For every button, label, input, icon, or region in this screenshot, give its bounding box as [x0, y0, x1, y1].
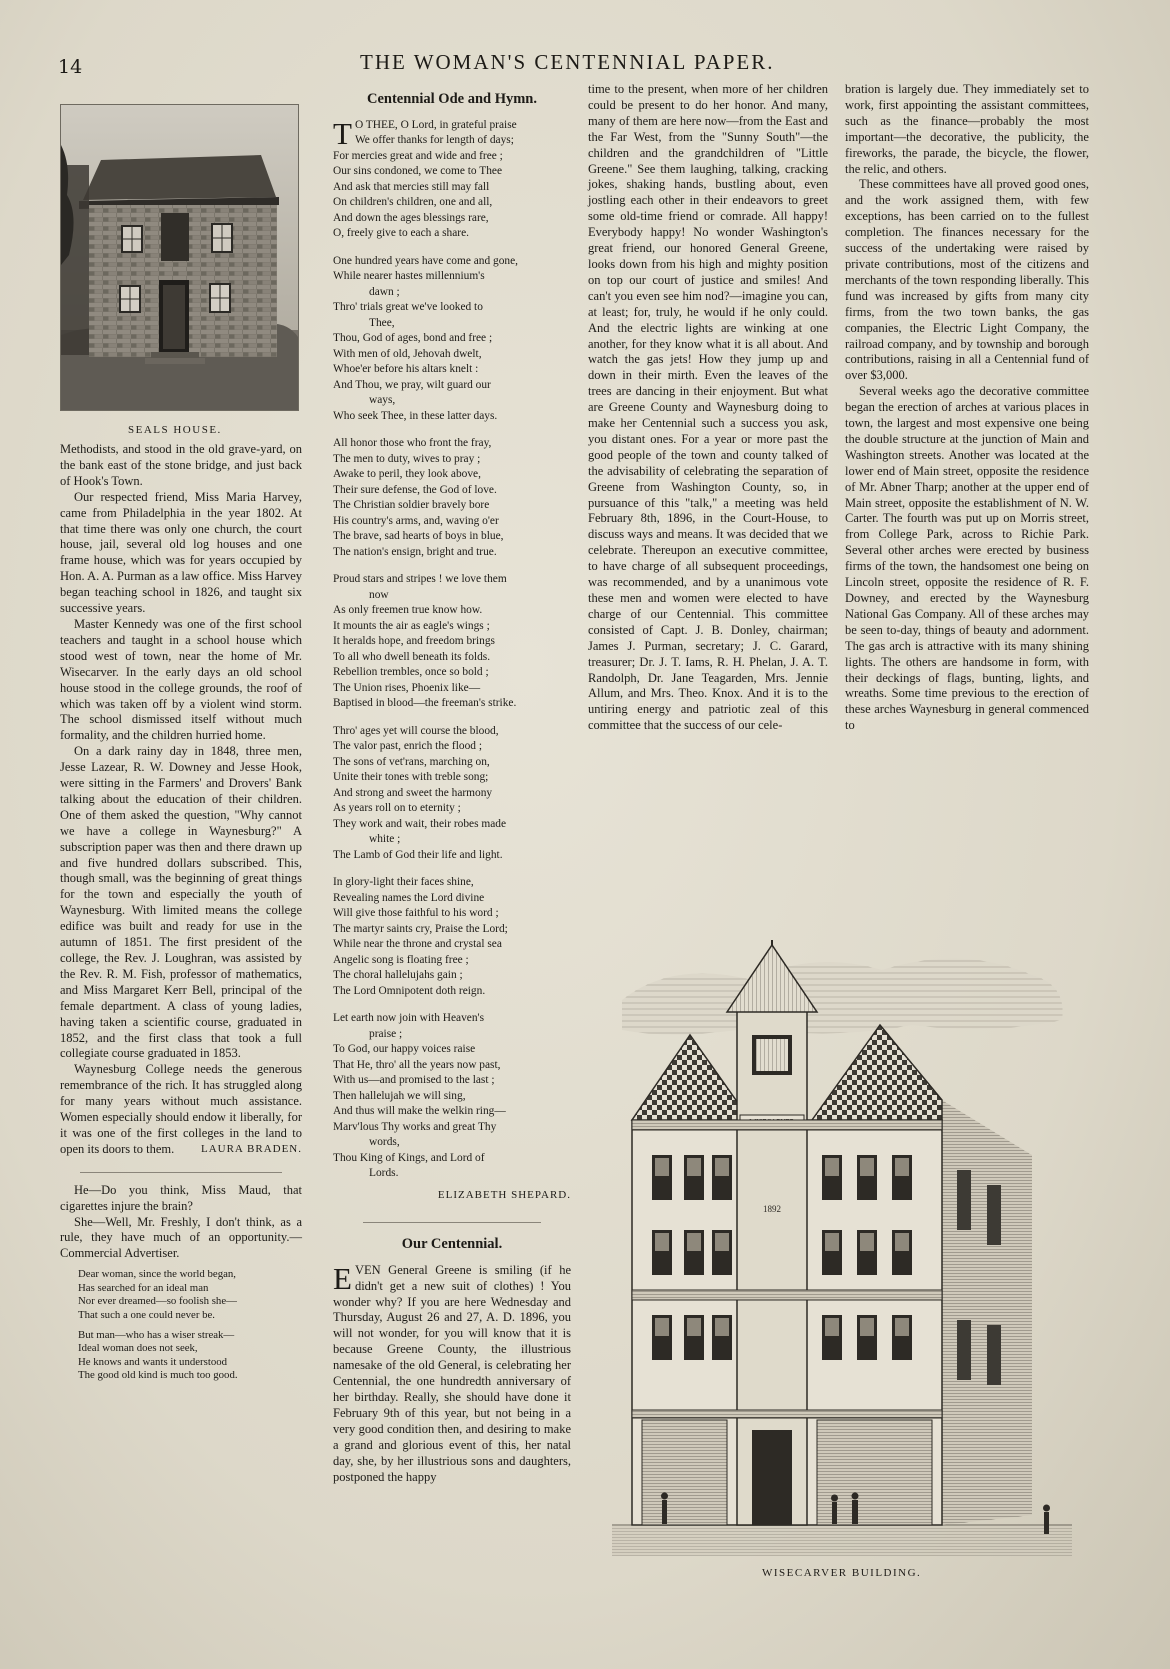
ode-signature: ELIZABETH SHEPARD.	[437, 1188, 571, 1201]
ode-line: The nation's ensign, bright and true.	[333, 545, 497, 558]
ode-line: We offer thanks for length of days;	[354, 134, 514, 147]
ode-line: The Union rises, Phoenix like—	[333, 681, 481, 694]
ode-line: All honor those who front the fray,	[333, 437, 492, 450]
ode-line: Awake to peril, they look above,	[333, 468, 481, 481]
verse-line: But man—who has a wiser streak—	[78, 1328, 235, 1341]
ode-line: The Lord Omnipotent doth reign.	[333, 984, 486, 997]
verse-line: Has searched for an ideal man	[78, 1281, 209, 1294]
ode-stanza	[333, 875, 571, 999]
drop-cap: E	[333, 1260, 352, 1296]
ode-line: His country's arms, and, waving o'er	[333, 514, 499, 527]
ode-line: And ask that mercies still may fall	[333, 180, 490, 193]
ode-line: They work and wait, their robes made	[333, 817, 507, 830]
ode-line: O THEE, O Lord, in grateful praise	[354, 118, 517, 131]
seals-house-caption: SEALS HOUSE.	[128, 424, 222, 436]
centennial-text: VEN General Greene is smiling (if he didn't get a new suit of clothes) ! You wonder why? If you are here Wednesday and Thursday, August 26 and 27, A. D. 1896, you will not wonder, for you will know that it is because Greene County, the illustrious namesake of the old General, is celebrating her Centennial, the one hundredth anniversary of her birthday. Really, she should have done it February 9th of this year, but not being in a very good condition then, and desiring to make a grand and glorious event of this, her natal day, she, by her illustrious sons and daughters, postponed the happy	[333, 1262, 571, 1484]
ode-line: The Lamb of God their life and light.	[333, 848, 503, 861]
verse-line: That such a one could never be.	[78, 1309, 216, 1321]
column-3	[588, 82, 828, 734]
window-pane	[825, 1158, 839, 1176]
ode-line: The sons of vet'rans, marching on,	[333, 755, 490, 768]
ode-stanza	[333, 572, 571, 712]
ode-line: And down the ages blessings rare,	[333, 211, 489, 224]
ode-line: The brave, sad hearts of boys in blue,	[333, 530, 504, 543]
ode-stanza	[333, 254, 571, 425]
ode-line: Unite their tones with treble song;	[333, 771, 489, 784]
col1-paragraph: On a dark rainy day in 1848, three men, Jesse Lazear, R. W. Downey and Jesse Hook, were sitting in the Farmers' and Drovers' Bank talking about the education of their children. One of them asked the question, "Why cannot we have a college in Waynesburg?" A subscription paper was then and there drawn up and five hundred dollars subscribed. This, though small, was the beginning of great things for the town and especially the youth of Waynesburg. With limited means the college edifice was built and ready for use in the autumn of 1851. The first president of the college, the Rev. J. Loughran, was assisted by the Rev. R. M. Fish, professor of mathematics, and Miss Margaret Kerr Bell, principal of the female department. A class of young ladies, having taken a scientific course, graduated in 1852, and the first class that took a full collegiate course graduated in 1853.	[60, 744, 302, 1061]
column-1	[60, 442, 302, 1383]
ode-line: Revealing names the Lord divine	[333, 891, 485, 904]
window-pane	[825, 1318, 839, 1336]
ode-line: That He, thro' all the years now past,	[333, 1058, 501, 1071]
joke-line: He—Do you think, Miss Maud, that cigarettes injure the brain?	[60, 1182, 302, 1213]
window-pane	[655, 1233, 669, 1251]
window-pane	[687, 1233, 701, 1251]
ode-line: dawn ;	[369, 285, 400, 298]
ode-line: Proud stars and stripes ! we love them	[333, 573, 507, 586]
centennial-paragraph	[333, 1260, 571, 1486]
ode-line: In glory-light their faces shine,	[333, 876, 474, 889]
col4-paragraph: bration is largely due. They immediately set to work, first appointing the assistant committees, such as the finance—probably the most important—the decorative, the publicity, the fireworks, the parade, the bicycle, the flower, the relic, and others.	[845, 82, 1089, 176]
window-pane	[715, 1158, 729, 1176]
wisecarver-caption: WISECARVER BUILDING.	[762, 1567, 922, 1579]
ode-line: The Christian soldier bravely bore	[333, 499, 490, 512]
ode-line: Thro' ages yet will course the blood,	[333, 724, 499, 737]
ode-line: The valor past, enrich the flood ;	[333, 740, 482, 753]
ode-line: Thro' trials great we've looked to	[333, 301, 483, 314]
ode-line: With men of old, Jehovah dwelt,	[333, 347, 482, 360]
ode-line: Our sins condoned, we come to Thee	[333, 165, 503, 178]
running-title: THE WOMAN'S CENTENNIAL PAPER.	[360, 50, 775, 74]
ode-line: Angelic song is floating free ;	[333, 953, 469, 966]
ode-line: The choral hallelujahs gain ;	[333, 969, 463, 982]
ode-line: Will give those faithful to his word ;	[333, 907, 499, 920]
window-pane	[655, 1318, 669, 1336]
ode-line: One hundred years have come and gone,	[333, 254, 519, 267]
ode-line: It heralds hope, and freedom brings	[333, 635, 495, 648]
ode-line: On children's children, one and all,	[333, 196, 493, 209]
ode-line: Who seek Thee, in these latter days.	[333, 409, 498, 422]
page-number: 14	[58, 56, 83, 78]
ode-stanza	[333, 1011, 571, 1182]
window-pane	[860, 1158, 874, 1176]
col1-paragraph: Our respected friend, Miss Maria Harvey, came from Philadelphia in the year 1802. At that time there was only one church, the court house, jail, several old log houses and one frame house, which was for years occupied by Hon. A. A. Purman as a law office. Miss Harvey began teaching school in 1826, and taught six successive years.	[60, 489, 302, 616]
ode-line: Thou, God of ages, bond and free ;	[333, 332, 493, 345]
ode-line: While near the throne and crystal sea	[333, 938, 502, 951]
column-divider	[363, 1204, 541, 1223]
ode-line: now	[369, 588, 389, 601]
ode-line: To all who dwell beneath its folds.	[333, 650, 491, 663]
ode-line: Rebellion trembles, once so bold ;	[333, 666, 489, 679]
ode-line: The men to duty, wives to pray ;	[333, 452, 481, 465]
window-pane	[860, 1318, 874, 1336]
ode-stanza	[333, 436, 571, 560]
ode-line: It mounts the air as eagle's wings ;	[333, 619, 490, 632]
col4-paragraph: Several weeks ago the decorative committee began the erection of arches at various places in town, the largest and most expensive one being the double structure at the junction of Main and Washington streets. Another was located at the lower end of Main street, opposite the residence of Mr. Abner Tharp; another at the upper end of Main street, opposite the establishment of N. W. Carter. The fourth was put up on Morris street, from College Park, across to Richie Park. Several other arches were erected by business firms of the town, the handsomest one being on Lincoln street, opposite the residence of R. F. Downey, and erected by the Waynesburg National Gas Company. All of these arches may be seen to-day, things of beauty and adornment. The gas arch is attractive with its many shining lights. The others are handsome in form, with their deckings of flags, bunting, lights, and wreaths. Some time previous to the erection of these arches Waynesburg in general commenced to	[845, 384, 1089, 733]
ode-line: ways,	[369, 394, 396, 407]
col4-paragraph: These committees have all proved good ones, and the work assigned them, with few exceptions, has been carried on to the fullest completion. The finances necessary for the success of the undertaking were raised by private contributions, most of the citizens and merchants of the town responding liberally. This fund was increased by gifts from many city firms, from the two town banks, the gas companies, the Electric Light Company, the railroad company, and by township and borough contributions, raising in all a Centennial fund of over $3,000.	[845, 177, 1089, 383]
seals-house-illustration	[61, 105, 298, 410]
verse-line: Nor ever dreamed—so foolish she—	[78, 1295, 237, 1308]
ode-poem	[333, 115, 571, 1182]
column-2	[333, 92, 571, 1485]
column-divider	[80, 1158, 282, 1173]
ode-line: O, freely give to each a share.	[333, 227, 469, 240]
col1-paragraph: Methodists, and stood in the old grave-yard, on the bank east of the stone bridge, and just back of Hook's Town.	[60, 442, 302, 488]
ode-line: Marv'lous Thy works and great Thy	[333, 1120, 497, 1133]
wisecarver-building-illustration	[612, 940, 1072, 1560]
wisecarver-building-engraving	[612, 940, 1072, 1560]
ode-line: With us—and promised to the last ;	[333, 1074, 495, 1087]
column-4	[845, 82, 1089, 734]
ode-stanza	[333, 115, 571, 242]
verse-line: The good old kind is much too good.	[78, 1369, 238, 1382]
ode-line: Lords.	[369, 1167, 399, 1180]
ode-line: As years roll on to eternity ;	[333, 802, 461, 815]
window-pane	[895, 1318, 909, 1336]
col1-paragraph: Master Kennedy was one of the first school teachers and taught in a school house which stood west of town, near the home of Mr. Wisecarver. In the early days an old school house stood in the college grounds, the roof of which was taken off by a violent wind storm. The school dismissed itself without much formality, and the children hurried home.	[60, 616, 302, 743]
ode-line: Baptised in blood—the freeman's strike.	[333, 697, 517, 710]
ode-line: Their sure defense, the God of love.	[333, 483, 497, 496]
ode-line: Thou King of Kings, and Lord of	[333, 1151, 485, 1164]
window-pane	[895, 1233, 909, 1251]
ode-line: words,	[369, 1136, 400, 1149]
centennial-title: Our Centennial.	[401, 1235, 503, 1252]
ode-line: To God, our happy voices raise	[333, 1043, 476, 1056]
window-pane	[860, 1233, 874, 1251]
ode-line: For mercies great and wide and free ;	[333, 149, 503, 162]
ode-line: While nearer hastes millennium's	[333, 270, 485, 283]
ode-line: And Thou, we pray, wilt guard our	[333, 378, 491, 391]
building-year: 1892	[763, 1204, 781, 1214]
window-pane	[687, 1318, 701, 1336]
ode-title: Centennial Ode and Hymn.	[367, 91, 537, 107]
window-pane	[715, 1233, 729, 1251]
ode-line: Then hallelujah we will sing,	[333, 1089, 466, 1102]
ode-line: white ;	[369, 833, 401, 846]
window-pane	[895, 1158, 909, 1176]
verse-line: He knows and wants it understood	[78, 1355, 228, 1368]
seals-house-photo	[60, 104, 299, 411]
window-pane	[655, 1158, 669, 1176]
col3-paragraph: time to the present, when more of her children could be present to do her honor. And many, many of them are here now—from the East and the Far West, from the "Sunny South"—the children and the grandchildren of "Little Greene." See them laughing, talking, cracking jokes, shaking hands, bustling about, even jostling each other in their endeavors to greet some old-time friend or comrade. All happy! Everybody happy! No wonder Washington's great friend, our honored General Greene, looks down from his high and mighty position on top our court of justice and smiles! And can't you even see him nod?—imagine you can, at least; for, truly, he would if he only could. And the electric lights are winking at one another, for they know what it is all about. And watch the gas jets! How they jump up and down in their mirth. Even the leaves of the trees are dancing in their enjoyment. But what are Greene County and Waynesburg doing to make her Centennial such a success you ask, you distant ones. For a year or more past the good people of the town and county talked of the advisability of celebrating the separation of Greene from Washington County, so, in pursuance of this "talk," a meeting was held February 8th, 1896, in the Court-House, to discuss ways and means. It was decided that we celebrate. Thereupon an executive committee, to have charge of all subsequent proceedings, was recommended, and by a unanimous vote these men and women were elected to have charge of our Centennial. This committee consisted of Capt. J. B. Donley, chairman; James J. Purman, secretary; J. C. Garard, treasurer; Dr. J. T. Iams, R. H. Phelan, J. A. T. Randolph, Dr. Jane Teagarden, Mrs. Jennie Allum, and Mrs. Theo. Knox. And it is to the untiring energy and patriotic zeal of this committee that the success of our cele-	[588, 82, 828, 733]
window-pane	[687, 1158, 701, 1176]
ode-line: Whoe'er before his altars knelt :	[333, 363, 479, 376]
window-pane	[825, 1233, 839, 1251]
verse-line: Ideal woman does not seek,	[78, 1342, 198, 1355]
col1-signature: LAURA BRADEN.	[200, 1142, 302, 1155]
ode-line: Thee,	[369, 316, 395, 329]
col1-paragraph: Waynesburg College needs the generous remembrance of the rich. It has struggled along for many years without much assistance. Women especially should endow it liberally, for it was one of the first colleges in the land to open its doors to them.	[60, 1062, 302, 1156]
joke-line: She—Well, Mr. Freshly, I don't think, as a rule, they have much of an opportunity.—Commercial Advertiser.	[60, 1214, 302, 1261]
drop-cap: T	[333, 115, 352, 151]
verse-block	[60, 1268, 302, 1383]
window-pane	[715, 1318, 729, 1336]
ode-line: Let earth now join with Heaven's	[333, 1012, 485, 1025]
ode-stanza	[333, 724, 571, 864]
ode-line: As only freemen true know how.	[333, 604, 483, 617]
ode-line: praise ;	[369, 1027, 403, 1040]
ode-line: The martyr saints cry, Praise the Lord;	[333, 922, 508, 935]
ode-line: And thus will make the welkin ring—	[333, 1105, 506, 1118]
verse-line: Dear woman, since the world began,	[78, 1268, 236, 1281]
ode-line: And strong and sweet the harmony	[333, 786, 493, 799]
